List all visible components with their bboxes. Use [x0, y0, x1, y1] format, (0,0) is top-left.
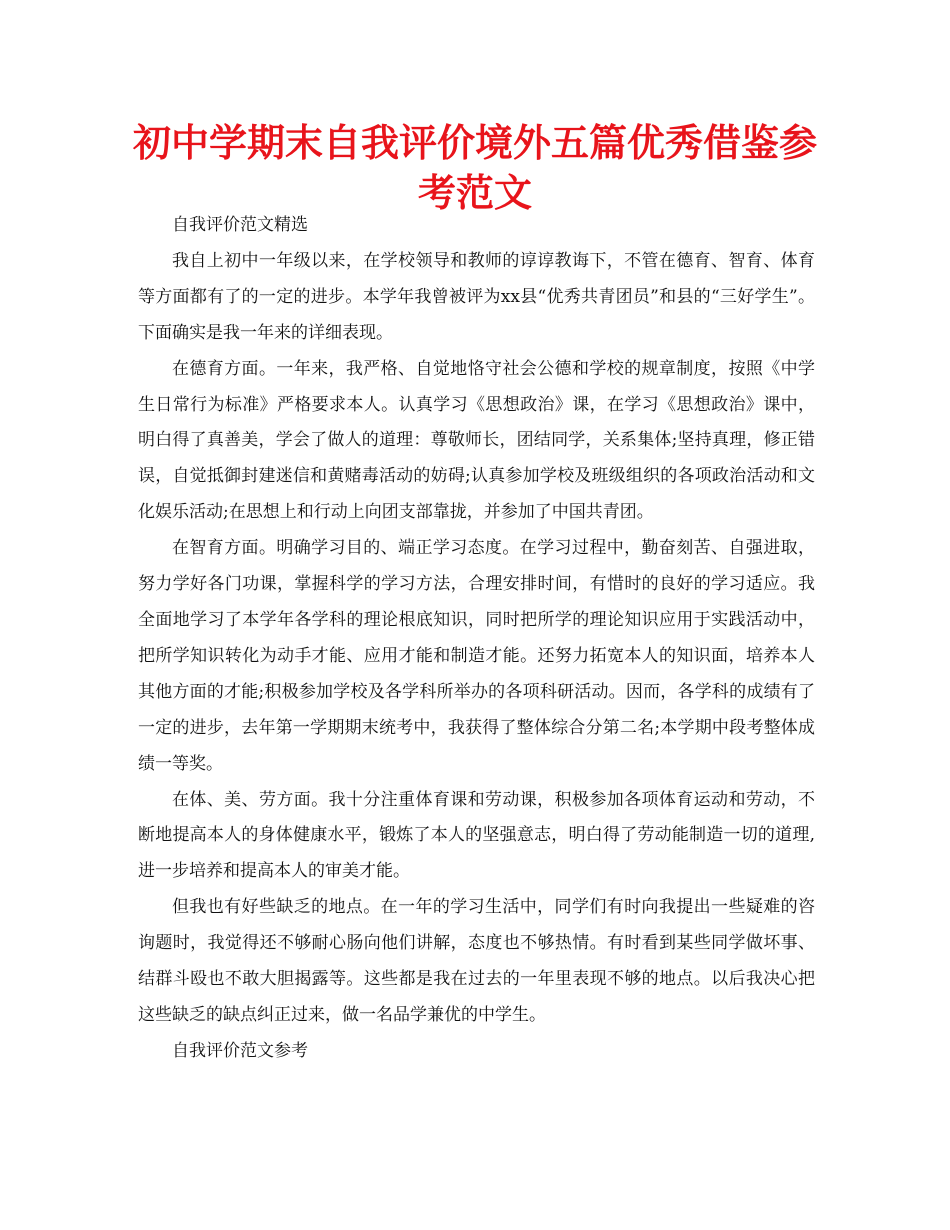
document-body — [138, 208, 815, 1070]
paragraph-physical-aesthetic-labor: 在体、美、劳方面。我十分注重体育课和劳动课，积极参加各项体育运动和劳动，不断地提高本人的身体健康水平，锻炼了本人的坚强意志，明白得了劳动能制造一切的道理,进一步培养和提高本人的审美才能。 — [138, 789, 815, 882]
paragraph-intro: 我自上初中一年级以来，在学校领导和教师的谆谆教诲下，不管在德育、智育、体育等方面都有了的一定的进步。本学年我曾被评为xx县“优秀共青团员”和县的“三好学生”。下面确实是我一年来的详细表现。 — [138, 250, 815, 343]
paragraph-shortcomings: 但我也有好些缺乏的地点。在一年的学习生活中，同学们有时向我提出一些疑难的咨询题时，我觉得还不够耐心肠向他们讲解，态度也不够热情。有时看到某些同学做坏事、结群斗殴也不敢大胆揭露等。这些都是我在过去的一年里表现不够的地点。以后我决心把这些缺乏的缺点纠正过来，做一名品学兼优的中学生。 — [138, 897, 815, 1025]
section-heading-reference: 自我评价范文参考 — [172, 1040, 308, 1061]
document-title — [130, 118, 820, 218]
title-line-1: 初中学期末自我评价境外五篇优秀借鉴参 — [132, 121, 817, 165]
title-line-2: 考范文 — [417, 171, 532, 215]
paragraph-intellectual-education: 在智育方面。明确学习目的、端正学习态度。在学习过程中，勤奋刻苦、自强进取，努力学好各门功课，掌握科学的学习方法，合理安排时间，有惜时的良好的学习适应。我全面地学习了本学年各学科的理论根底知识，同时把所学的理论知识应用于实践活动中，把所学知识转化为动手才能、应用才能和制造才能。还努力拓宽本人的知识面，培养本人其他方面的才能;积极参加学校及各学科所举办的各项科研活动。因而，各学科的成绩有了一定的进步，去年第一学期期末统考中，我获得了整体综合分第二名;本学期中段考整体成绩一等奖。 — [138, 538, 815, 774]
section-heading-selected: 自我评价范文精选 — [172, 215, 308, 235]
paragraph-moral-education: 在德育方面。一年来，我严格、自觉地恪守社会公德和学校的规章制度，按照《中学生日常行为标准》严格要求本人。认真学习《思想政治》课，在学习《思想政治》课中，明白得了真善美，学会了做人的道理：尊敬师长，团结同学，关系集体;坚持真理，修正错误，自觉抵御封建迷信和黄赌毒活动的妨碍;认真参加学校及班级组织的各项政治活动和文化娱乐活动;在思想上和行动上向团支部靠拢，并参加了中国共青团。 — [138, 358, 815, 523]
